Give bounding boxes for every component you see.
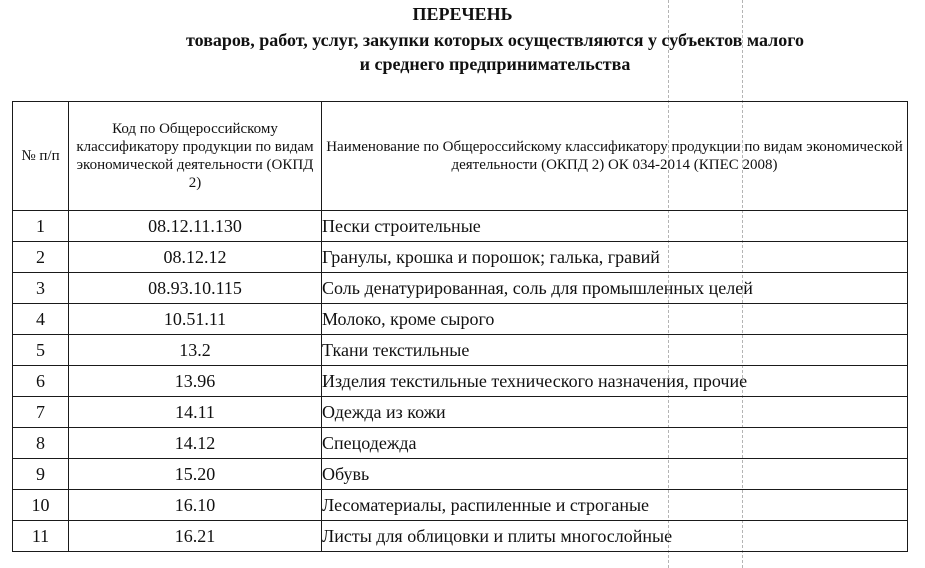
row-num: 1 (13, 211, 69, 242)
row-name: Спецодежда (322, 428, 908, 459)
table-row (13, 490, 908, 521)
row-code: 13.96 (69, 366, 322, 397)
row-code: 15.20 (69, 459, 322, 490)
table-header-row (13, 102, 908, 211)
table-row (13, 335, 908, 366)
document-subtitle-line-2: и среднего предпринимательства (359, 54, 631, 74)
row-name: Молоко, кроме сырого (322, 304, 908, 335)
header-name: Наименование по Общероссийскому классификатору продукции по видам экономической деятельности (ОКПД 2) ОК 034-2014 (КПЕС 2008) (322, 102, 908, 211)
row-name: Одежда из кожи (322, 397, 908, 428)
row-code: 08.12.11.130 (69, 211, 322, 242)
table-row (13, 521, 908, 552)
table-row (13, 304, 908, 335)
row-num: 10 (13, 490, 69, 521)
row-num: 4 (13, 304, 69, 335)
row-code: 16.21 (69, 521, 322, 552)
row-code: 14.12 (69, 428, 322, 459)
table-row (13, 242, 908, 273)
row-name: Обувь (322, 459, 908, 490)
document-subtitle-line-1: товаров, работ, услуг, закупки которых осуществляются у субъектов малого (186, 30, 804, 50)
row-name: Ткани текстильные (322, 335, 908, 366)
row-name: Соль денатурированная, соль для промышленных целей (322, 273, 908, 304)
table-row (13, 211, 908, 242)
row-name: Изделия текстильные технического назначения, прочие (322, 366, 908, 397)
header-code: Код по Общероссийскому классификатору продукции по видам экономической деятельности (ОКПД 2) (69, 102, 322, 211)
document-title: ПЕРЕЧЕНЬ (412, 4, 513, 24)
row-num: 7 (13, 397, 69, 428)
row-name: Гранулы, крошка и порошок; галька, гравий (322, 242, 908, 273)
row-num: 8 (13, 428, 69, 459)
products-table (12, 101, 908, 552)
row-num: 5 (13, 335, 69, 366)
row-code: 08.12.12 (69, 242, 322, 273)
row-name: Лесоматериалы, распиленные и строганые (322, 490, 908, 521)
row-num: 6 (13, 366, 69, 397)
row-num: 2 (13, 242, 69, 273)
table-row (13, 273, 908, 304)
table-row (13, 397, 908, 428)
header-num: № п/п (13, 102, 69, 211)
row-code: 14.11 (69, 397, 322, 428)
row-code: 10.51.11 (69, 304, 322, 335)
table-row (13, 459, 908, 490)
row-num: 11 (13, 521, 69, 552)
row-name: Пески строительные (322, 211, 908, 242)
row-code: 13.2 (69, 335, 322, 366)
row-num: 9 (13, 459, 69, 490)
row-num: 3 (13, 273, 69, 304)
row-code: 16.10 (69, 490, 322, 521)
table-row (13, 428, 908, 459)
table-row (13, 366, 908, 397)
row-code: 08.93.10.115 (69, 273, 322, 304)
row-name: Листы для облицовки и плиты многослойные (322, 521, 908, 552)
